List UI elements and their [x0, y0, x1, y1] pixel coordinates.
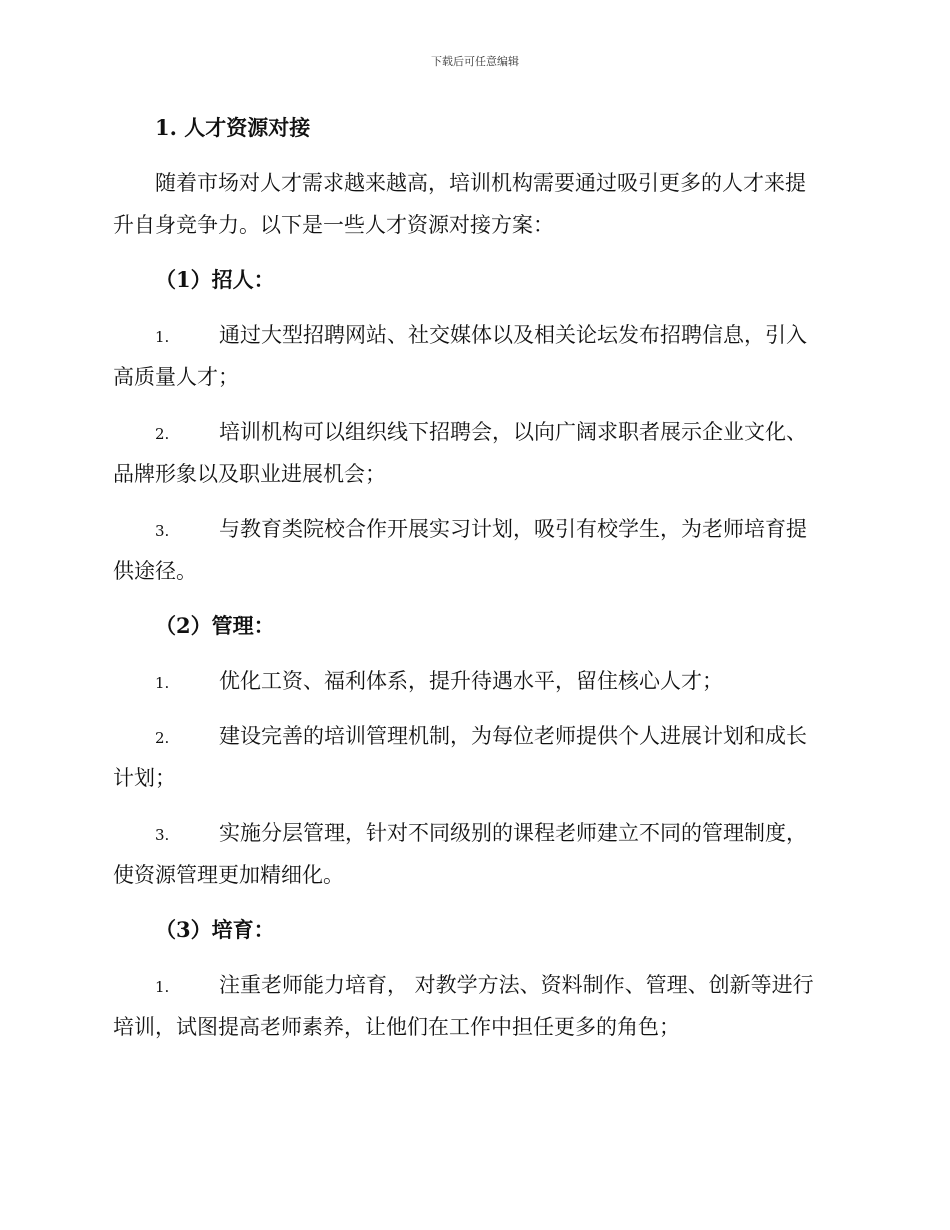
item-text-continued: 计划； — [113, 766, 176, 790]
page-header: 下载后可任意编辑 — [431, 55, 519, 68]
list-item — [155, 721, 885, 753]
group-heading-management: （2）管理： — [155, 613, 275, 638]
item-text: 优化工资、福利体系，提升待遇水平，留住核心人才； — [219, 669, 723, 693]
item-text-continued: 品牌形象以及职业进展机会； — [113, 462, 386, 486]
item-number: 1. — [155, 328, 170, 346]
item-text-continued: 使资源管理更加精细化。 — [113, 863, 344, 887]
item-number: 1. — [155, 978, 170, 996]
list-item — [155, 818, 885, 850]
item-text: 注重老师能力培育， 对教学方法、资料制作、管理、创新等进行 — [219, 973, 814, 997]
list-item — [155, 666, 885, 698]
intro-line-2: 升自身竞争力。以下是一些人才资源对接方案： — [113, 213, 554, 237]
item-number: 2. — [155, 729, 170, 747]
item-text: 与教育类院校合作开展实习计划，吸引有校学生，为老师培育提 — [219, 517, 807, 541]
item-text: 培训机构可以组织线下招聘会，以向广阔求职者展示企业文化、 — [219, 420, 807, 444]
item-number: 1. — [155, 674, 170, 692]
section-title: 1. 人才资源对接 — [155, 115, 311, 140]
item-text: 通过大型招聘网站、社交媒体以及相关论坛发布招聘信息，引入 — [219, 323, 807, 347]
item-text-continued: 高质量人才； — [113, 365, 239, 389]
list-item — [155, 417, 885, 449]
item-text: 建设完善的培训管理机制，为每位老师提供个人进展计划和成长 — [219, 724, 807, 748]
list-item — [155, 970, 885, 1002]
item-text-continued: 培训，试图提高老师素养，让他们在工作中担任更多的角色； — [113, 1015, 680, 1039]
item-number: 3. — [155, 826, 170, 844]
item-text-continued: 供途径。 — [113, 559, 197, 583]
list-item — [155, 320, 885, 352]
group-heading-recruit: （1）招人： — [155, 267, 275, 292]
item-number: 3. — [155, 522, 170, 540]
group-heading-training: （3）培育： — [155, 917, 275, 942]
item-number: 2. — [155, 425, 170, 443]
list-item — [155, 514, 885, 546]
intro-line-1: 随着市场对人才需求越来越高，培训机构需要通过吸引更多的人才来提 — [155, 171, 806, 195]
item-text: 实施分层管理，针对不同级别的课程老师建立不同的管理制度， — [219, 821, 807, 845]
